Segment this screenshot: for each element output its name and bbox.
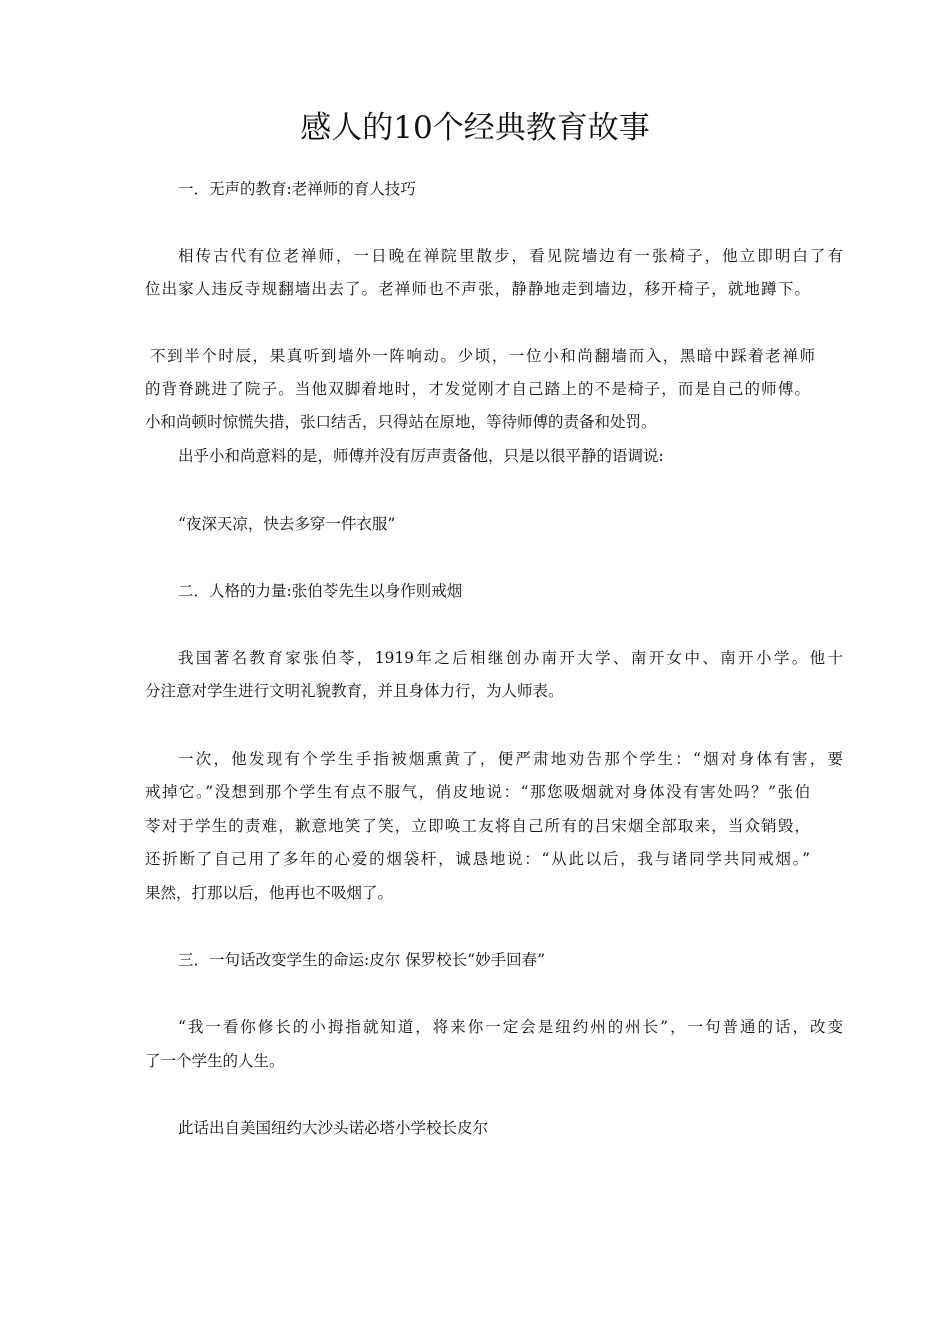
- section-heading-2: 二．人格的力量:张伯苓先生以身作则戒烟: [178, 582, 463, 600]
- paragraph-line: 我国著名教育家张伯苓，1919年之后相继创办南开大学、南开女中、南开小学。他十: [178, 649, 843, 667]
- section-heading-1: 一．无声的教育:老禅师的育人技巧: [178, 180, 416, 198]
- paragraph-line: 果然，打那以后，他再也不吸烟了。: [145, 884, 394, 902]
- paragraph-line: 分注意对学生进行文明礼貌教育，并且身体力行，为人师表。: [145, 682, 564, 700]
- quote-line: “夜深天凉，快去多穿一件衣服”: [178, 515, 396, 533]
- paragraph-line: 不到半个时辰，果真听到墙外一阵响动。少顷，一位小和尚翻墙而入，黑暗中踩着老禅师: [150, 347, 815, 365]
- paragraph-line: 小和尚顿时惊慌失措，张口结舌，只得站在原地，等待师傅的责备和处罚。: [145, 413, 657, 431]
- paragraph-line: 出乎小和尚意料的是，师傅并没有厉声责备他，只是以很平静的语调说:: [178, 447, 664, 465]
- paragraph-line: 位出家人违反寺规翻墙出去了。老禅师也不声张，静静地走到墙边，移开椅子，就地蹲下。: [145, 280, 810, 298]
- paragraph-line: 相传古代有位老禅师，一日晚在禅院里散步，看见院墙边有一张椅子，他立即明白了有: [178, 247, 843, 265]
- paragraph-line: 的背脊跳进了院子。当他双脚着地时，才发觉刚才自己踏上的不是椅子，而是自己的师傅。: [145, 380, 810, 398]
- paragraph-line: “我一看你修长的小拇指就知道，将来你一定会是纽约州的州长”，一句普通的话，改变: [178, 1018, 843, 1036]
- paragraph-line: 此话出自美国纽约大沙头诺必塔小学校长皮尔: [178, 1119, 489, 1137]
- paragraph-line: 还折断了自己用了多年的心爱的烟袋杆，诚恳地说：“从此以后，我与诸同学共同戒烟。”: [145, 850, 810, 868]
- paragraph-line: 苓对于学生的责难，歉意地笑了笑，立即唤工友将自己所有的吕宋烟全部取来，当众销毁，: [145, 817, 810, 835]
- section-heading-3: 三．一句话改变学生的命运:皮尔 保罗校长“妙手回春”: [178, 951, 545, 969]
- document-title: 感人的10个经典教育故事: [300, 110, 650, 146]
- paragraph-line: 一次，他发现有个学生手指被烟熏黄了，便严肃地劝告那个学生：“烟对身体有害，要: [178, 750, 843, 768]
- paragraph-line: 了一个学生的人生。: [145, 1052, 285, 1070]
- paragraph-line: 戒掉它。”没想到那个学生有点不服气，俏皮地说：“那您吸烟就对身体没有害处吗？”张伯: [145, 783, 810, 801]
